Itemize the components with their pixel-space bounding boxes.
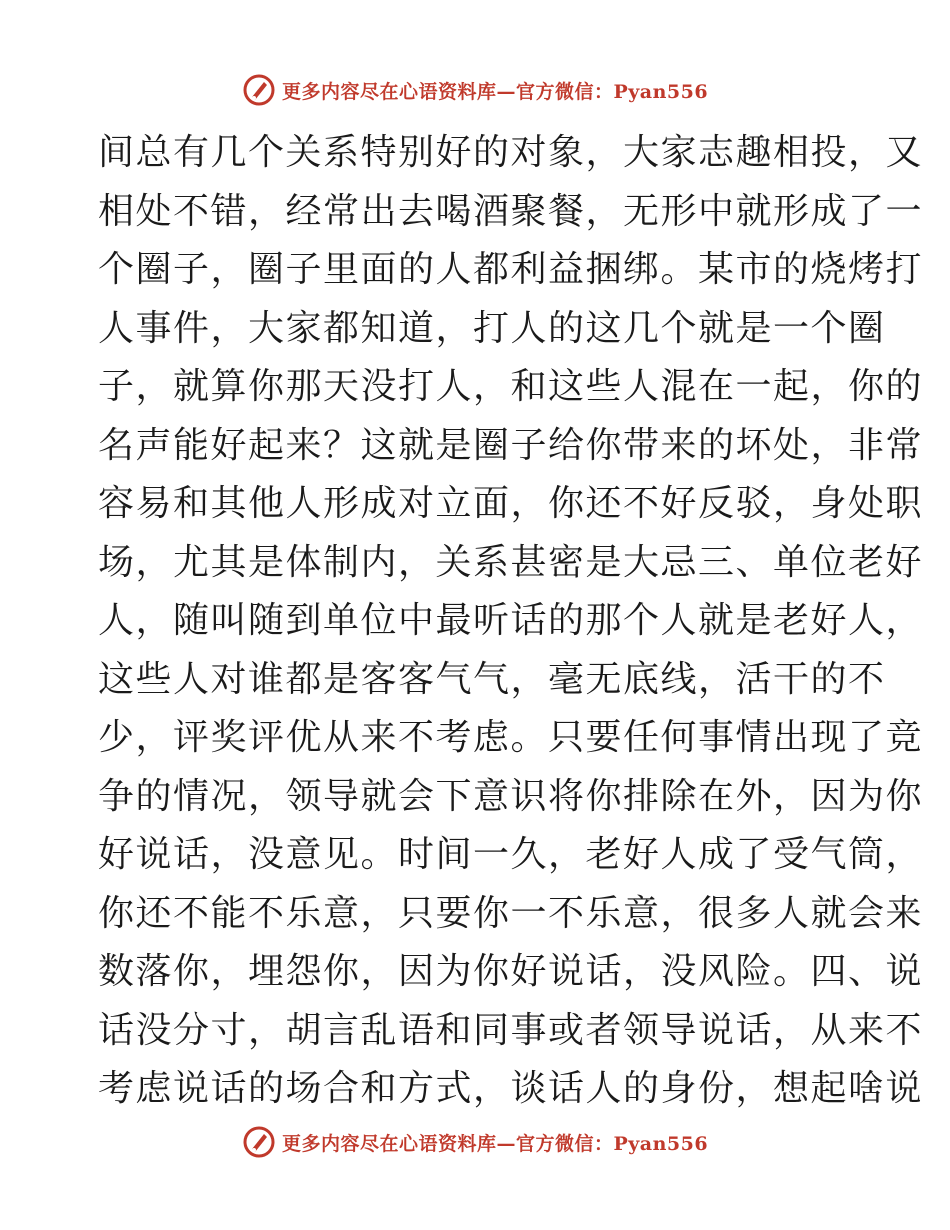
text-line-3: 个圈子，圈子里面的人都利益捆绑。某市的烧烤打 bbox=[98, 249, 924, 290]
pen-nib-logo-icon bbox=[242, 73, 276, 107]
text-line-16: 话没分寸，胡言乱语和同事或者领导说话，从来不 bbox=[98, 1009, 924, 1051]
text-line-14: 你还不能不乐意，只要你一不乐意，很多人就会来 bbox=[98, 892, 924, 934]
text-line-11: 少，评奖评优从来不考虑。只要任何事情出现了竞 bbox=[98, 717, 924, 758]
text-line-15: 数落你，埋怨你，因为你好说话，没风险。四、说 bbox=[98, 951, 924, 992]
text-line-17: 考虑说话的场合和方式，谈话人的身份，想起啥说 bbox=[98, 1068, 924, 1109]
text-line-13: 好说话，没意见。时间一久，老好人成了受气筒， bbox=[98, 834, 924, 875]
text-line-2: 相处不错，经常出去喝酒聚餐，无形中就形成了一 bbox=[98, 190, 924, 232]
text-line-10: 这些人对谁都是客客气气，毫无底线，活干的不 bbox=[98, 658, 886, 700]
pen-nib-logo-icon bbox=[242, 1125, 276, 1159]
text-line-9: 人，随叫随到单位中最听话的那个人就是老好人， bbox=[98, 600, 924, 641]
footer-banner-text: 更多内容尽在心语资料库—官方微信：Pyan556 bbox=[281, 1132, 709, 1155]
text-line-5: 子，就算你那天没打人，和这些人混在一起，你的 bbox=[98, 366, 924, 407]
header-banner-text: 更多内容尽在心语资料库—官方微信：Pyan556 bbox=[281, 80, 709, 103]
text-line-8: 场，尤其是体制内，关系甚密是大忌三、单位老好 bbox=[98, 541, 924, 583]
text-line-6: 名声能好起来？这就是圈子给你带来的坏处，非常 bbox=[98, 424, 924, 466]
text-line-4: 人事件，大家都知道，打人的这几个就是一个圈 bbox=[98, 307, 886, 349]
text-line-12: 争的情况，领导就会下意识将你排除在外，因为你 bbox=[98, 775, 924, 817]
text-line-1: 间总有几个关系特别好的对象，大家志趣相投，又 bbox=[98, 132, 924, 173]
footer-banner bbox=[0, 1122, 950, 1162]
document-body bbox=[98, 124, 924, 1119]
text-line-7: 容易和其他人形成对立面，你还不好反驳，身处职 bbox=[98, 483, 924, 524]
header-banner bbox=[0, 70, 950, 110]
